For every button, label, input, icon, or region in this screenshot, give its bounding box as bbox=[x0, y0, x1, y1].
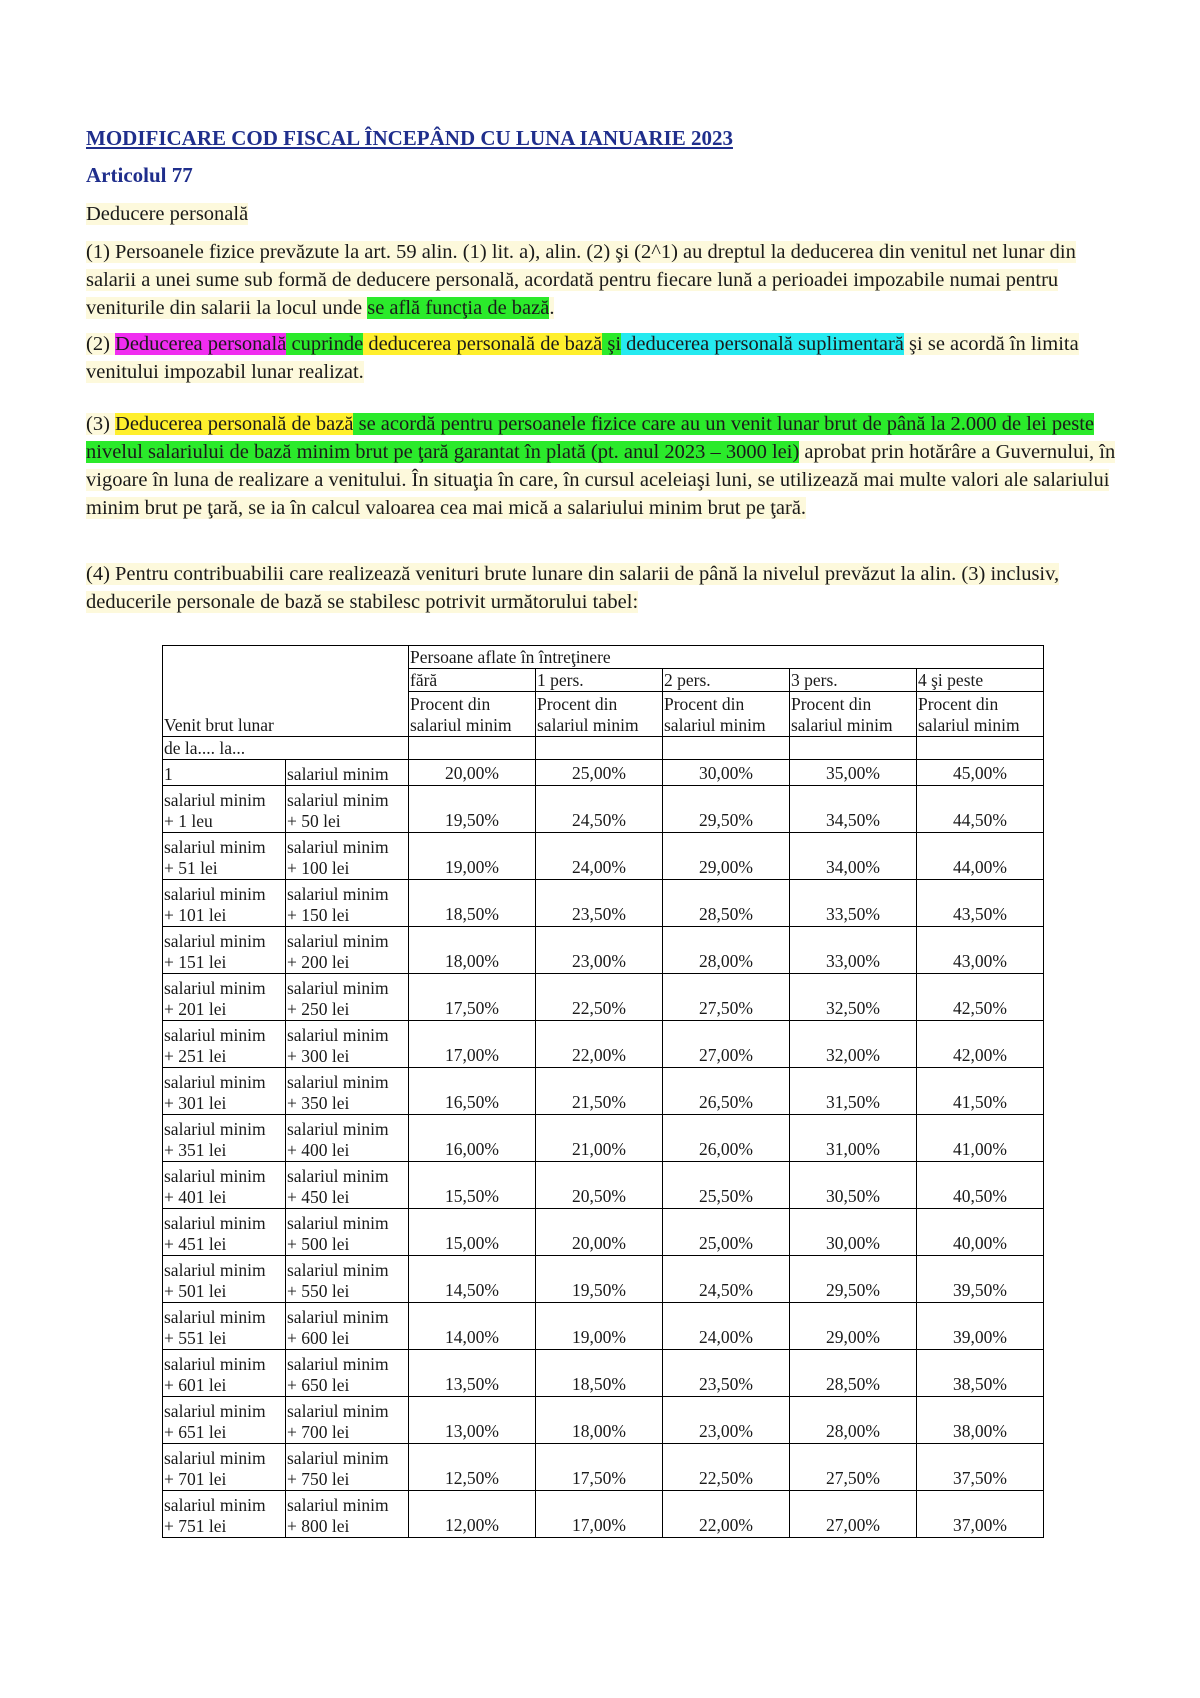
range-from bbox=[163, 1021, 286, 1068]
range-to-line: + 600 lei bbox=[287, 1328, 350, 1348]
percent-cell: 31,00% bbox=[790, 1115, 917, 1162]
percent-cell: 24,50% bbox=[536, 786, 663, 833]
range-from-line: + 301 lei bbox=[164, 1093, 227, 1113]
percent-cell: 18,00% bbox=[409, 927, 536, 974]
range-from-line: + 151 lei bbox=[164, 952, 227, 972]
range-to-line: salariul minim bbox=[287, 931, 389, 951]
range-from bbox=[163, 1397, 286, 1444]
percent-cell: 23,00% bbox=[663, 1397, 790, 1444]
col-sub-2: Procent din salariul minim bbox=[663, 692, 790, 737]
percent-cell: 21,50% bbox=[536, 1068, 663, 1115]
percent-cell: 42,00% bbox=[917, 1021, 1044, 1068]
percent-cell: 39,00% bbox=[917, 1303, 1044, 1350]
percent-cell: 38,50% bbox=[917, 1350, 1044, 1397]
range-to-line: + 800 lei bbox=[287, 1516, 350, 1536]
range-from-line: salariul minim bbox=[164, 978, 266, 998]
range-to-line: salariul minim bbox=[287, 1119, 389, 1139]
percent-cell: 17,50% bbox=[536, 1444, 663, 1491]
percent-cell: 28,50% bbox=[790, 1350, 917, 1397]
range-to-line: + 550 lei bbox=[287, 1281, 350, 1301]
percent-cell: 23,50% bbox=[536, 880, 663, 927]
range-to-line: + 350 lei bbox=[287, 1093, 350, 1113]
p3-h1: Deducerea personală de bază bbox=[115, 413, 354, 435]
percent-cell: 22,50% bbox=[536, 974, 663, 1021]
percent-cell: 42,50% bbox=[917, 974, 1044, 1021]
p2-h3: deducerea personală de bază bbox=[363, 333, 603, 355]
range-to-line: + 50 lei bbox=[287, 811, 341, 831]
range-to bbox=[286, 974, 409, 1021]
range-from-line: salariul minim bbox=[164, 790, 266, 810]
col-sub-1: Procent din salariul minim bbox=[536, 692, 663, 737]
table-row bbox=[163, 1350, 1044, 1397]
header-empty-cell bbox=[163, 669, 409, 692]
range-to-line: + 750 lei bbox=[287, 1469, 350, 1489]
percent-cell: 15,00% bbox=[409, 1209, 536, 1256]
p2-h1: Deducerea personală bbox=[115, 333, 287, 355]
percent-cell: 12,50% bbox=[409, 1444, 536, 1491]
range-from-line: salariul minim bbox=[164, 1448, 266, 1468]
range-from-line: + 401 lei bbox=[164, 1187, 227, 1207]
range-from-line: salariul minim bbox=[164, 1072, 266, 1092]
table-row bbox=[163, 1115, 1044, 1162]
percent-cell: 20,00% bbox=[536, 1209, 663, 1256]
percent-cell: 27,00% bbox=[790, 1491, 917, 1538]
table-row bbox=[163, 1444, 1044, 1491]
percent-cell: 28,00% bbox=[790, 1397, 917, 1444]
percent-cell: 17,00% bbox=[409, 1021, 536, 1068]
range-to-line: salariul minim bbox=[287, 978, 389, 998]
percent-cell: 20,50% bbox=[536, 1162, 663, 1209]
percent-cell: 28,00% bbox=[663, 927, 790, 974]
percent-cell: 33,00% bbox=[790, 927, 917, 974]
percent-cell: 29,50% bbox=[790, 1256, 917, 1303]
range-to bbox=[286, 786, 409, 833]
percent-cell: 27,50% bbox=[790, 1444, 917, 1491]
percent-cell: 19,00% bbox=[409, 833, 536, 880]
range-from-line: + 251 lei bbox=[164, 1046, 227, 1066]
row-label-2: de la.... la... bbox=[163, 737, 409, 760]
range-from-line: salariul minim bbox=[164, 884, 266, 904]
table-row bbox=[163, 1068, 1044, 1115]
percent-cell: 19,00% bbox=[536, 1303, 663, 1350]
percent-cell: 13,00% bbox=[409, 1397, 536, 1444]
range-from bbox=[163, 1209, 286, 1256]
percent-cell: 16,00% bbox=[409, 1115, 536, 1162]
col-sub-4: Procent din salariul minim bbox=[917, 692, 1044, 737]
percent-cell: 25,50% bbox=[663, 1162, 790, 1209]
range-from-line: salariul minim bbox=[164, 1025, 266, 1045]
range-from bbox=[163, 1444, 286, 1491]
range-from-line: salariul minim bbox=[164, 1213, 266, 1233]
paragraph-2 bbox=[86, 330, 1126, 386]
range-to bbox=[286, 1068, 409, 1115]
document-title: MODIFICARE COD FISCAL ÎNCEPÂND CU LUNA IANUARIE 2023 bbox=[86, 126, 733, 150]
range-to-line: + 700 lei bbox=[287, 1422, 350, 1442]
table-row bbox=[163, 880, 1044, 927]
range-from-line: salariul minim bbox=[164, 1307, 266, 1327]
range-from-line: + 1 leu bbox=[164, 811, 213, 831]
range-from bbox=[163, 1115, 286, 1162]
range-to-line: salariul minim bbox=[287, 1401, 389, 1421]
range-to-line: salariul minim bbox=[287, 837, 389, 857]
range-from-line: + 601 lei bbox=[164, 1375, 227, 1395]
range-from-line: + 351 lei bbox=[164, 1140, 227, 1160]
table-row bbox=[163, 974, 1044, 1021]
empty-cell bbox=[536, 737, 663, 760]
percent-cell: 27,00% bbox=[663, 1021, 790, 1068]
row-label: Venit brut lunar bbox=[163, 692, 409, 737]
range-from bbox=[163, 1162, 286, 1209]
range-from-line: + 751 lei bbox=[164, 1516, 227, 1536]
range-to-line: salariul minim bbox=[287, 1307, 389, 1327]
range-from-line: + 701 lei bbox=[164, 1469, 227, 1489]
range-to bbox=[286, 1256, 409, 1303]
percent-cell: 44,00% bbox=[917, 833, 1044, 880]
col-header-1: 1 pers. bbox=[536, 669, 663, 692]
percent-cell: 24,00% bbox=[663, 1303, 790, 1350]
table-row bbox=[163, 786, 1044, 833]
range-to-line: salariul minim bbox=[287, 1213, 389, 1233]
range-to bbox=[286, 1162, 409, 1209]
col-header-2: 2 pers. bbox=[663, 669, 790, 692]
percent-cell: 26,50% bbox=[663, 1068, 790, 1115]
percent-cell: 24,50% bbox=[663, 1256, 790, 1303]
range-to-line: salariul minim bbox=[287, 1495, 389, 1515]
empty-cell bbox=[790, 737, 917, 760]
article-heading: Articolul 77 bbox=[86, 163, 193, 187]
table-row bbox=[163, 1209, 1044, 1256]
range-to-line: + 400 lei bbox=[287, 1140, 350, 1160]
percent-cell: 16,50% bbox=[409, 1068, 536, 1115]
percent-cell: 19,50% bbox=[536, 1256, 663, 1303]
range-from-line: salariul minim bbox=[164, 1401, 266, 1421]
percent-cell: 18,50% bbox=[409, 880, 536, 927]
range-to bbox=[286, 833, 409, 880]
p2-h4: şi bbox=[602, 333, 622, 355]
range-from bbox=[163, 880, 286, 927]
p3-start: (3) bbox=[86, 413, 116, 435]
percent-cell: 37,00% bbox=[917, 1491, 1044, 1538]
p2-h5: deducerea personală suplimentară bbox=[621, 333, 904, 355]
subtitle bbox=[86, 200, 1126, 228]
percent-cell: 13,50% bbox=[409, 1350, 536, 1397]
range-from-line: salariul minim bbox=[164, 1354, 266, 1374]
percent-cell: 32,50% bbox=[790, 974, 917, 1021]
percent-cell: 30,00% bbox=[663, 760, 790, 786]
range-from-line: salariul minim bbox=[164, 1166, 266, 1186]
percent-cell: 45,00% bbox=[917, 760, 1044, 786]
range-from bbox=[163, 1068, 286, 1115]
range-to-line: + 100 lei bbox=[287, 858, 350, 878]
range-from-line: salariul minim bbox=[164, 931, 266, 951]
percent-cell: 44,50% bbox=[917, 786, 1044, 833]
range-to-line: salariul minim bbox=[287, 884, 389, 904]
percent-cell: 34,00% bbox=[790, 833, 917, 880]
percent-cell: 18,50% bbox=[536, 1350, 663, 1397]
range-from bbox=[163, 927, 286, 974]
percent-cell: 26,00% bbox=[663, 1115, 790, 1162]
p3-end: aprobat prin hotărâre a Guvernului, în vigoare în luna de realizare a venitului. În situaţia în care, în cursul aceleiaşi luni, se utilizează mai multe valori ale salariului minim brut pe ţară, se ia în calcul valoarea cea mai mică a salariului minim brut pe ţară. bbox=[86, 441, 1116, 519]
range-to-line: salariul minim bbox=[287, 1072, 389, 1092]
range-from-line: + 501 lei bbox=[164, 1281, 227, 1301]
p3-h2: se acordă pentru persoanele fizice care au un venit lunar brut de până la 2.000 de lei peste nivelul salariului de bază minim brut pe ţară garantat în plată (pt. anul 2023 – 3000 lei) bbox=[86, 413, 1094, 463]
percent-cell: 33,50% bbox=[790, 880, 917, 927]
range-from bbox=[163, 833, 286, 880]
percent-cell: 34,50% bbox=[790, 786, 917, 833]
range-to-line: + 450 lei bbox=[287, 1187, 350, 1207]
percent-cell: 43,00% bbox=[917, 927, 1044, 974]
range-to-line: salariul minim bbox=[287, 1354, 389, 1374]
range-to bbox=[286, 927, 409, 974]
deduction-table bbox=[162, 645, 1044, 1538]
range-to-line: + 200 lei bbox=[287, 952, 350, 972]
range-from-line: + 551 lei bbox=[164, 1328, 227, 1348]
percent-cell: 24,00% bbox=[536, 833, 663, 880]
range-to bbox=[286, 1491, 409, 1538]
range-from-line: + 201 lei bbox=[164, 999, 227, 1019]
p4-text: (4) Pentru contribuabilii care realizează venituri brute lunare din salarii de până la nivelul prevăzut la alin. (3) inclusiv, deducerile personale de bază se stabilesc potrivit următorului tabel: bbox=[86, 563, 1060, 613]
range-to bbox=[286, 880, 409, 927]
range-to bbox=[286, 1021, 409, 1068]
range-to-line: + 300 lei bbox=[287, 1046, 350, 1066]
p2-h2: cuprinde bbox=[286, 333, 364, 355]
range-to-line: salariul minim bbox=[287, 1025, 389, 1045]
percent-cell: 18,00% bbox=[536, 1397, 663, 1444]
percent-cell: 15,50% bbox=[409, 1162, 536, 1209]
percent-cell: 40,50% bbox=[917, 1162, 1044, 1209]
paragraph-1 bbox=[86, 238, 1126, 322]
percent-cell: 25,00% bbox=[663, 1209, 790, 1256]
percent-cell: 31,50% bbox=[790, 1068, 917, 1115]
range-from-line: + 101 lei bbox=[164, 905, 227, 925]
range-from bbox=[163, 786, 286, 833]
percent-cell: 40,00% bbox=[917, 1209, 1044, 1256]
empty-cell bbox=[409, 737, 536, 760]
col-sub-3: Procent din salariul minim bbox=[790, 692, 917, 737]
percent-cell: 17,50% bbox=[409, 974, 536, 1021]
range-from-line: + 651 lei bbox=[164, 1422, 227, 1442]
range-from-line: salariul minim bbox=[164, 837, 266, 857]
col-header-0: fără bbox=[409, 669, 536, 692]
percent-cell: 22,00% bbox=[663, 1491, 790, 1538]
percent-cell: 27,50% bbox=[663, 974, 790, 1021]
empty-cell bbox=[917, 737, 1044, 760]
p2-end: şi se acordă în limita venitului impozabil lunar realizat. bbox=[86, 333, 1079, 383]
percent-cell: 28,50% bbox=[663, 880, 790, 927]
range-to-line: salariul minim bbox=[287, 1448, 389, 1468]
range-from-line: salariul minim bbox=[164, 1260, 266, 1280]
range-from bbox=[163, 974, 286, 1021]
range-to bbox=[286, 1444, 409, 1491]
paragraph-3 bbox=[86, 410, 1126, 522]
range-to-line: salariul minim bbox=[287, 1260, 389, 1280]
col-sub-0: Procent din salariul minim bbox=[409, 692, 536, 737]
range-to bbox=[286, 1303, 409, 1350]
range-from bbox=[163, 1303, 286, 1350]
range-to: salariul minim bbox=[286, 760, 409, 786]
percent-cell: 20,00% bbox=[409, 760, 536, 786]
range-from: 1 bbox=[163, 760, 286, 786]
range-to bbox=[286, 1397, 409, 1444]
range-to bbox=[286, 1209, 409, 1256]
percent-cell: 37,50% bbox=[917, 1444, 1044, 1491]
percent-cell: 22,50% bbox=[663, 1444, 790, 1491]
table-row bbox=[163, 833, 1044, 880]
range-to-line: salariul minim bbox=[287, 790, 389, 810]
range-from-line: salariul minim bbox=[164, 1119, 266, 1139]
percent-cell: 41,00% bbox=[917, 1115, 1044, 1162]
percent-cell: 29,00% bbox=[663, 833, 790, 880]
p1-end: . bbox=[549, 297, 555, 319]
percent-cell: 14,00% bbox=[409, 1303, 536, 1350]
p1-highlight: se află funcţia de bază bbox=[367, 297, 550, 319]
range-to-line: + 150 lei bbox=[287, 905, 350, 925]
percent-cell: 12,00% bbox=[409, 1491, 536, 1538]
range-to bbox=[286, 1115, 409, 1162]
percent-cell: 38,00% bbox=[917, 1397, 1044, 1444]
range-from-line: + 451 lei bbox=[164, 1234, 227, 1254]
range-to-line: salariul minim bbox=[287, 1166, 389, 1186]
range-to-line: + 500 lei bbox=[287, 1234, 350, 1254]
table-row bbox=[163, 760, 1044, 786]
table-row bbox=[163, 1303, 1044, 1350]
percent-cell: 23,00% bbox=[536, 927, 663, 974]
subtitle-text: Deducere personală bbox=[86, 203, 249, 225]
table-row bbox=[163, 1491, 1044, 1538]
percent-cell: 41,50% bbox=[917, 1068, 1044, 1115]
percent-cell: 32,00% bbox=[790, 1021, 917, 1068]
range-to-line: + 650 lei bbox=[287, 1375, 350, 1395]
header-group: Persoane aflate în întreţinere bbox=[409, 646, 1044, 669]
percent-cell: 39,50% bbox=[917, 1256, 1044, 1303]
col-header-4: 4 şi peste bbox=[917, 669, 1044, 692]
percent-cell: 14,50% bbox=[409, 1256, 536, 1303]
percent-cell: 17,00% bbox=[536, 1491, 663, 1538]
percent-cell: 29,50% bbox=[663, 786, 790, 833]
percent-cell: 19,50% bbox=[409, 786, 536, 833]
table-row bbox=[163, 927, 1044, 974]
range-from-line: salariul minim bbox=[164, 1495, 266, 1515]
table-row bbox=[163, 1162, 1044, 1209]
percent-cell: 29,00% bbox=[790, 1303, 917, 1350]
percent-cell: 21,00% bbox=[536, 1115, 663, 1162]
empty-cell bbox=[663, 737, 790, 760]
percent-cell: 22,00% bbox=[536, 1021, 663, 1068]
table-row bbox=[163, 1021, 1044, 1068]
percent-cell: 25,00% bbox=[536, 760, 663, 786]
range-to bbox=[286, 1350, 409, 1397]
table-row bbox=[163, 1397, 1044, 1444]
range-from bbox=[163, 1491, 286, 1538]
range-from bbox=[163, 1256, 286, 1303]
percent-cell: 43,50% bbox=[917, 880, 1044, 927]
percent-cell: 35,00% bbox=[790, 760, 917, 786]
percent-cell: 30,50% bbox=[790, 1162, 917, 1209]
p1-text: (1) Persoanele fizice prevăzute la art. 59 alin. (1) lit. a), alin. (2) şi (2^1) au dreptul la deducerea din venitul net lunar din salarii a unei sume sub formă de deducere personală, acordată pentru fiecare lună a perioadei impozabile numai pentru veniturile din salarii la locul unde bbox=[86, 241, 1076, 319]
col-header-3: 3 pers. bbox=[790, 669, 917, 692]
percent-cell: 23,50% bbox=[663, 1350, 790, 1397]
range-from bbox=[163, 1350, 286, 1397]
percent-cell: 30,00% bbox=[790, 1209, 917, 1256]
range-to-line: + 250 lei bbox=[287, 999, 350, 1019]
range-from-line: + 51 lei bbox=[164, 858, 218, 878]
paragraph-4 bbox=[86, 560, 1126, 616]
table-row bbox=[163, 1256, 1044, 1303]
header-empty-cell bbox=[163, 646, 409, 669]
p2-start: (2) bbox=[86, 333, 116, 355]
